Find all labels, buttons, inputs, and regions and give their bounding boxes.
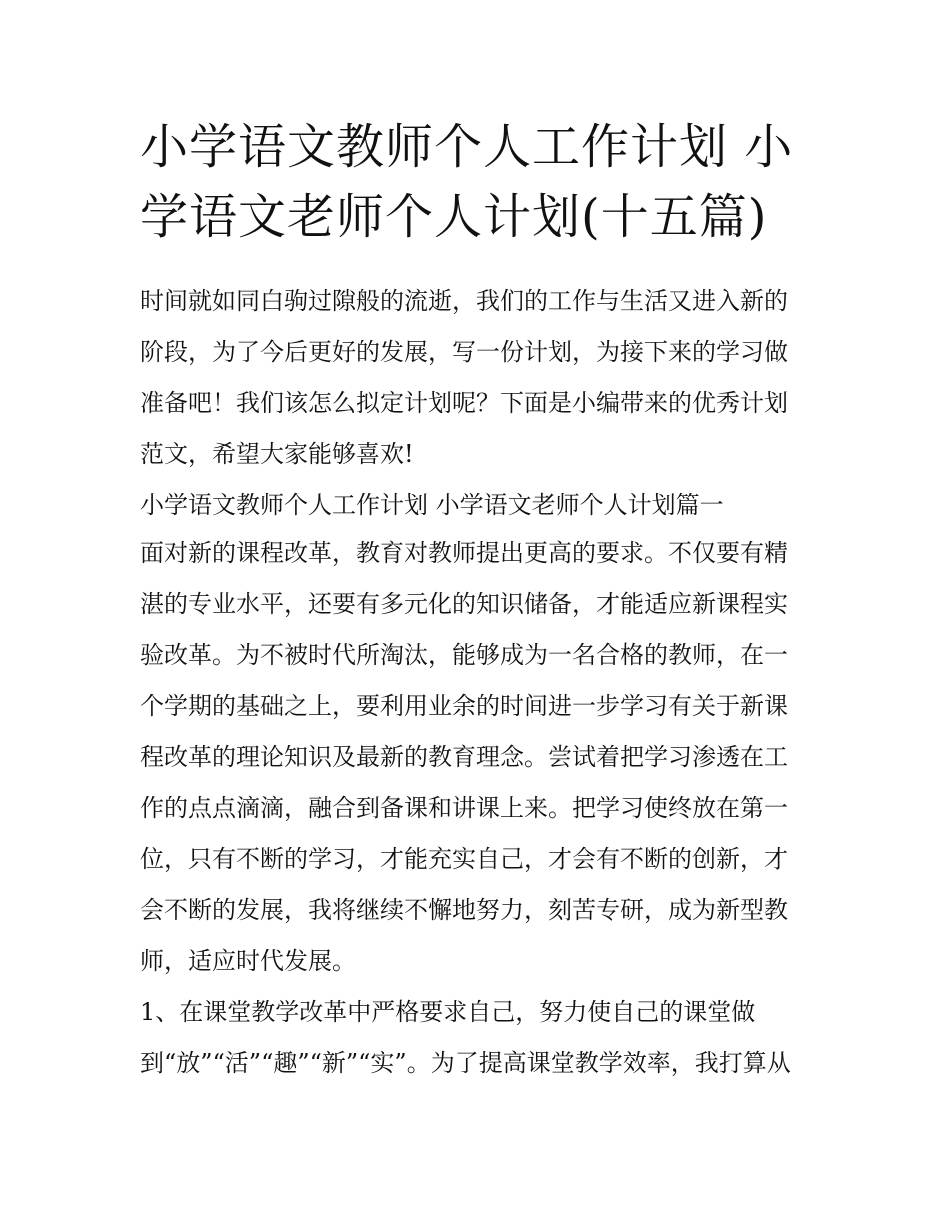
section-heading: 小学语文教师个人工作计划 小学语文老师个人计划篇一 [140, 491, 724, 519]
body-line: 位，只有不断的学习，才能充实自己，才会有不断的创新，才 [140, 845, 788, 873]
body-line: 作的点点滴滴，融合到备课和讲课上来。把学习使终放在第一 [140, 794, 788, 822]
intro-line: 时间就如同白驹过隙般的流逝，我们的工作与生活又进入新的 [140, 287, 788, 315]
list-item-line: 到“放”“活”“趣”“新”“实”。为了提高课堂教学效率，我打算从 [140, 1049, 791, 1077]
intro-line: 准备吧！我们该怎么拟定计划呢？下面是小编带来的优秀计划 [140, 389, 788, 417]
intro-line: 范文，希望大家能够喜欢! [140, 440, 414, 468]
intro-line: 阶段，为了今后更好的发展，写一份计划，为接下来的学习做 [140, 338, 788, 366]
body-line: 个学期的基础之上，要利用业余的时间进一步学习有关于新课 [140, 692, 788, 720]
body-line: 湛的专业水平，还要有多元化的知识储备，才能适应新课程实 [140, 590, 788, 618]
body-line: 验改革。为不被时代所淘汰，能够成为一名合格的教师，在一 [140, 641, 788, 669]
body-line: 程改革的理论知识及最新的教育理念。尝试着把学习渗透在工 [140, 743, 788, 771]
body-line: 面对新的课程改革，教育对教师提出更高的要求。不仅要有精 [140, 539, 788, 567]
document-title: 小学语文教师个人工作计划 小学语文老师个人计划(十五篇) [140, 119, 794, 245]
body-line: 师，适应时代发展。 [140, 947, 356, 975]
body-line: 会不断的发展，我将继续不懈地努力，刻苦专研，成为新型教 [140, 896, 788, 924]
list-item-line: 1、在课堂教学改革中严格要求自己，努力使自己的课堂做 [140, 998, 756, 1026]
